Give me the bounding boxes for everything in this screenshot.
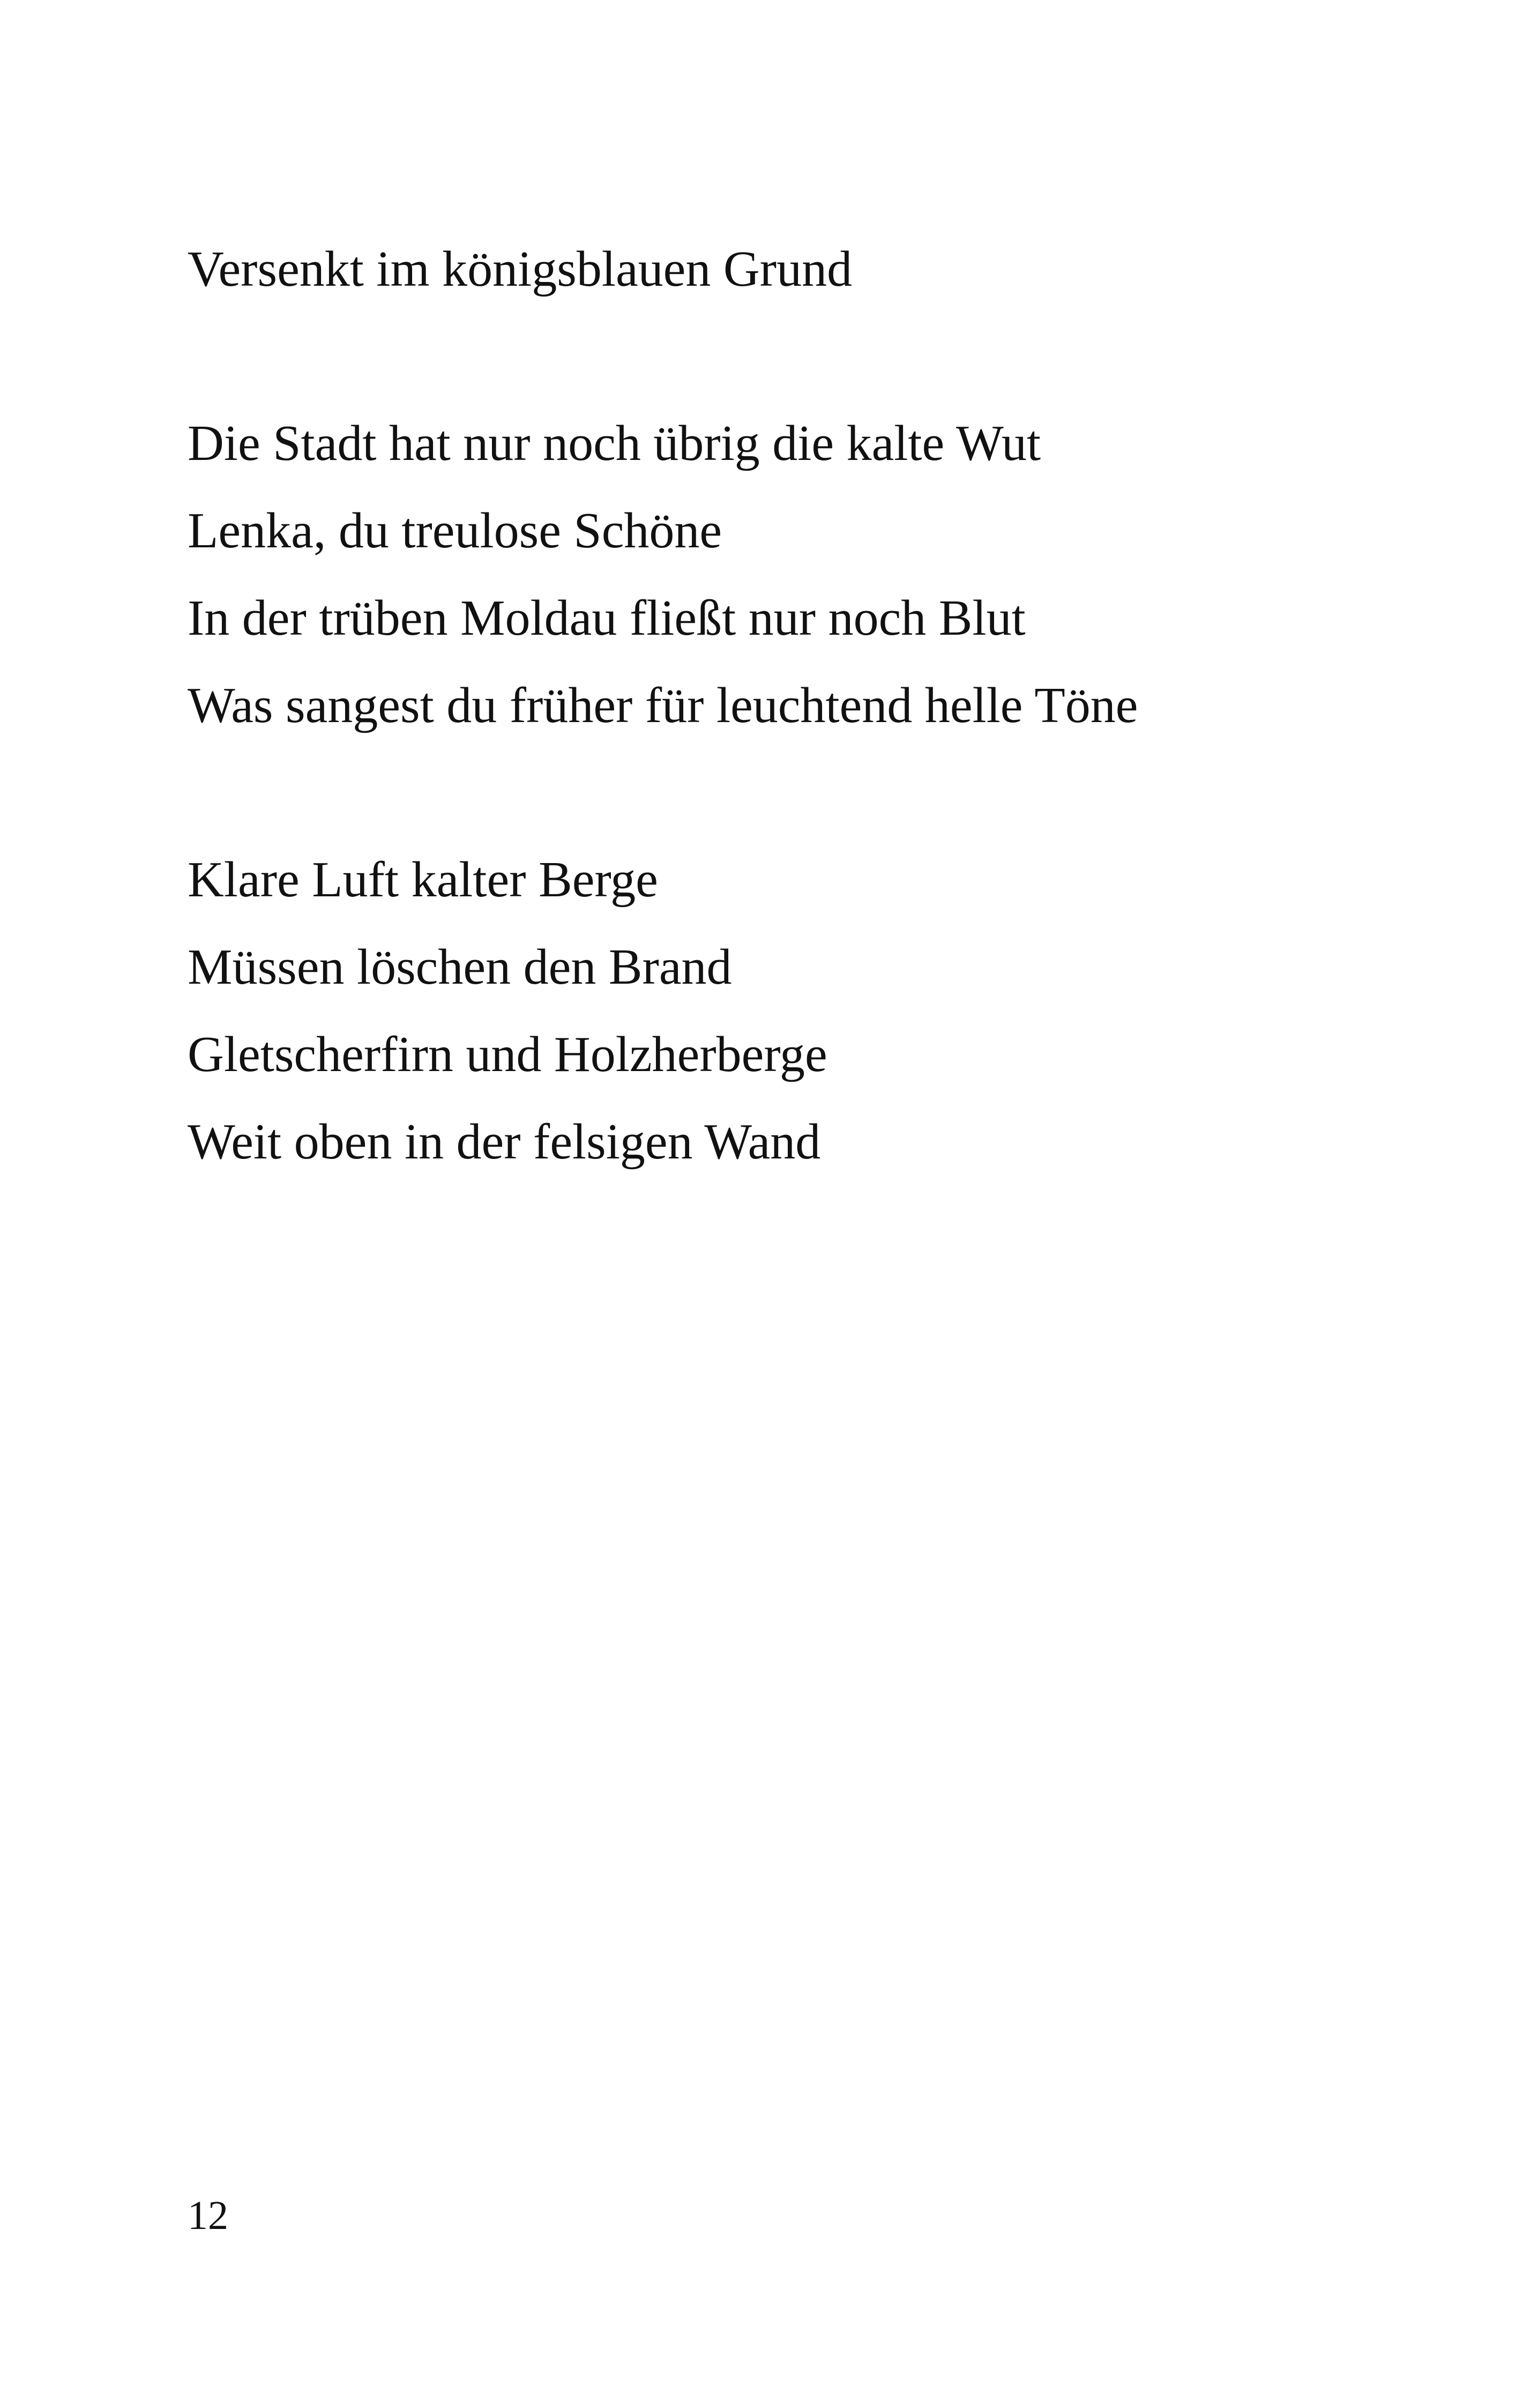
poem-line: In der trüben Moldau fließt nur noch Blut [188,590,1026,646]
poem-line: Lenka, du treulose Schöne [188,503,722,559]
poem-line: Müssen löschen den Brand [188,939,732,995]
poem-line: Die Stadt hat nur noch übrig die kalte Wut [188,415,1041,471]
poem-line: Klare Luft kalter Berge [188,852,658,908]
poem-line: Versenkt im königsblauen Grund [188,241,853,297]
poem-line: Gletscherfirn und Holzherberge [188,1027,827,1082]
poem-line: Weit oben in der felsigen Wand [188,1114,821,1170]
poem-line: Was sangest du früher für leuchtend helle Töne [188,678,1138,733]
page-number: 12 [188,2193,228,2238]
